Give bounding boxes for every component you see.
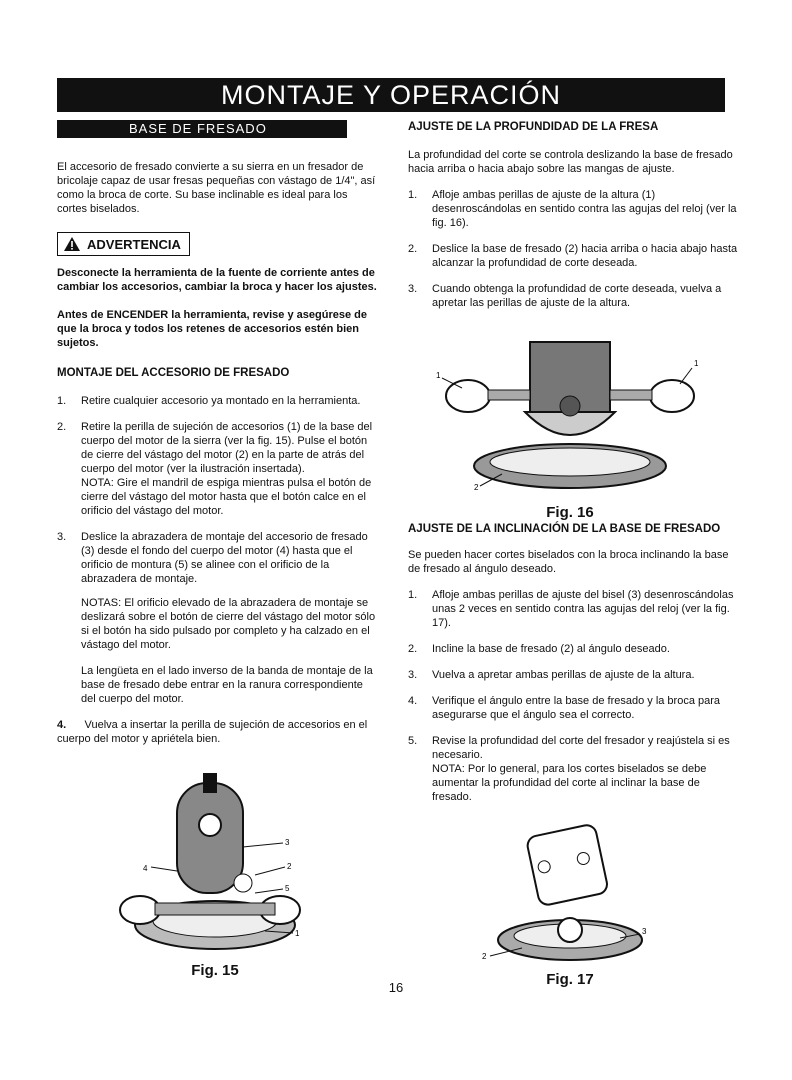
- montaje-step-4: [57, 718, 379, 746]
- router-depth-illustration: [430, 338, 710, 493]
- inclinacion-heading: AJUSTE DE LA INCLINACIÓN DE LA BASE DE FRESADO: [408, 523, 721, 535]
- step-text: Afloje ambas perillas de ajuste de la altura (1) desenroscándolas en sentido contra las agujas del reloj (ver la fig. 16).: [432, 189, 737, 229]
- warning-text-2: Antes de ENCENDER la herramienta, revise y asegúrese de que la broca y todos los retenes de accesorios estén bien sujetos.: [57, 309, 367, 349]
- router-attachment-illustration: [115, 765, 315, 965]
- inclinacion-step-1: [408, 588, 738, 630]
- step-text: Incline la base de fresado (2) al ángulo deseado.: [432, 643, 670, 655]
- inclinacion-step-5: [408, 734, 738, 804]
- profundidad-step-1: [408, 188, 738, 230]
- right-column: [408, 120, 738, 322]
- step-text: Retire cualquier accesorio ya montado en la herramienta.: [81, 395, 361, 407]
- section-title-base-fresado: BASE DE FRESADO: [57, 120, 347, 138]
- profundidad-step-3: [408, 282, 738, 310]
- fig17-label: 2: [482, 952, 487, 961]
- fig15-label: 5: [285, 884, 290, 893]
- montaje-step-2: [57, 420, 379, 518]
- step-note: NOTA: Gire el mandril de espiga mientras pulsa el botón de cierre del vástago del motor hasta que el botón calce en el orificio del vástago del motor.: [81, 477, 372, 517]
- page-number: 16: [388, 980, 404, 995]
- step-text: Revise la profundidad del corte del fresador y reajústela si es necesario.: [432, 735, 730, 761]
- fig15-label: 4: [143, 864, 148, 873]
- fig16-caption: Fig. 16: [546, 504, 594, 521]
- warning-label: ADVERTENCIA: [87, 236, 181, 252]
- left-column: [57, 120, 379, 746]
- profundidad-step-2: [408, 242, 738, 270]
- montaje-heading: MONTAJE DEL ACCESORIO DE FRESADO: [57, 367, 290, 379]
- step-text: Deslice la abrazadera de montaje del accesorio de fresado (3) desde el fondo del cuerpo del motor (4) hasta que el orificio de montura (5) se alinee con el orificio de la abrazadera de montaje.: [81, 531, 368, 585]
- fig15-caption: Fig. 15: [191, 962, 239, 979]
- step-number: 4.: [57, 719, 67, 731]
- montaje-steps: [57, 394, 379, 586]
- step-text: Afloje ambas perillas de ajuste del bisel (3) desenroscándolas unas 2 veces en sentido contra las agujas del reloj (ver la fig. 17).: [432, 589, 734, 629]
- fig16-label: 2: [474, 483, 479, 492]
- step-number: 2.: [408, 643, 418, 655]
- inclinacion-intro: Se pueden hacer cortes biselados con la broca inclinando la base de fresado al ángulo deseado.: [408, 549, 729, 575]
- inclinacion-steps: [408, 588, 738, 804]
- step-number: 5.: [408, 735, 418, 747]
- step-text: Vuelva a insertar la perilla de sujeción de accesorios en el cuerpo del motor y apriétela bien.: [57, 719, 368, 745]
- step-number: 3.: [408, 669, 418, 681]
- inclinacion-step-3: [408, 668, 738, 682]
- step-number: 3.: [408, 283, 418, 295]
- step-text: Retire la perilla de sujeción de accesorios (1) de la base del cuerpo del motor de la sierra (ver la fig. 15). Pulse el botón de cierre del vástago del motor (2) en la parte de atrás del cuerpo del motor (ver la ilustración insertada).: [81, 421, 373, 475]
- warning-box: [57, 232, 190, 256]
- figure-15: [115, 765, 315, 980]
- step-number: 2.: [408, 243, 418, 255]
- montaje-step-3: [57, 530, 379, 586]
- notas-paragraph: NOTAS: El orificio elevado de la abrazadera de montaje se deslizará sobre el botón de cierre del vástago del motor sólo si el botón ha sido pulsado por completo y ha calzado en el vástago del motor.: [81, 597, 376, 651]
- step-number: 1.: [57, 395, 67, 407]
- step-text: Deslice la base de fresado (2) hacia arriba o hacia abajo hasta alcanzar la profundidad de corte deseada.: [432, 243, 738, 269]
- fig17-caption: Fig. 17: [546, 971, 594, 988]
- step-number: 2.: [57, 421, 67, 433]
- fig16-label: 1: [694, 359, 699, 368]
- fig17-label: 3: [642, 927, 647, 936]
- intro-paragraph: El accesorio de fresado convierte a su sierra en un fresador de bricolaje capaz de usar fresas pequeñas con vástago de 1/4", así como la broca de corte. Su base inclinable es ideal para los cortes biselados.: [57, 161, 376, 215]
- step-text: Cuando obtenga la profundidad de corte deseada, vuelva a apretar las perillas de ajuste de la altura.: [432, 283, 722, 309]
- profundidad-steps: [408, 188, 738, 310]
- step-text: Verifique el ángulo entre la base de fresado y la broca para asegurarse que el ángulo sea el correcto.: [432, 695, 721, 721]
- figure-16: [430, 338, 710, 521]
- fig15-label: 2: [287, 862, 292, 871]
- fig15-label: 3: [285, 838, 290, 847]
- warning-triangle-icon: [63, 236, 81, 252]
- montaje-step-1: [57, 394, 379, 408]
- step-number: 4.: [408, 695, 418, 707]
- step-note: NOTA: Por lo general, para los cortes biselados se debe aumentar la profundidad del corte al inclinar la base de fresado.: [432, 763, 707, 803]
- step-number: 1.: [408, 189, 418, 201]
- profundidad-intro: La profundidad del corte se controla deslizando la base de fresado hacia arriba o hacia abajo sobre las mangas de ajuste.: [408, 149, 733, 175]
- figure-17: [470, 822, 670, 992]
- fig15-label: 1: [295, 929, 300, 938]
- page-banner: MONTAJE Y OPERACIÓN: [57, 78, 725, 112]
- profundidad-heading: AJUSTE DE LA PROFUNDIDAD DE LA FRESA: [408, 121, 659, 133]
- step-number: 1.: [408, 589, 418, 601]
- step-number: 3.: [57, 531, 67, 543]
- router-bevel-illustration: [470, 822, 670, 970]
- inclinacion-step-2: [408, 642, 738, 656]
- inclinacion-step-4: [408, 694, 738, 722]
- lengueta-paragraph: La lengüeta en el lado inverso de la banda de montaje de la base de fresado debe entrar en la ranura correspondiente del cuerpo del motor.: [81, 665, 373, 705]
- warning-text-1: Desconecte la herramienta de la fuente de corriente antes de cambiar los accesorios, cambiar la broca y hacer los ajustes.: [57, 267, 377, 293]
- right-column-lower: [408, 522, 738, 816]
- step-text: Vuelva a apretar ambas perillas de ajuste de la altura.: [432, 669, 695, 681]
- fig16-label: 1: [436, 371, 441, 380]
